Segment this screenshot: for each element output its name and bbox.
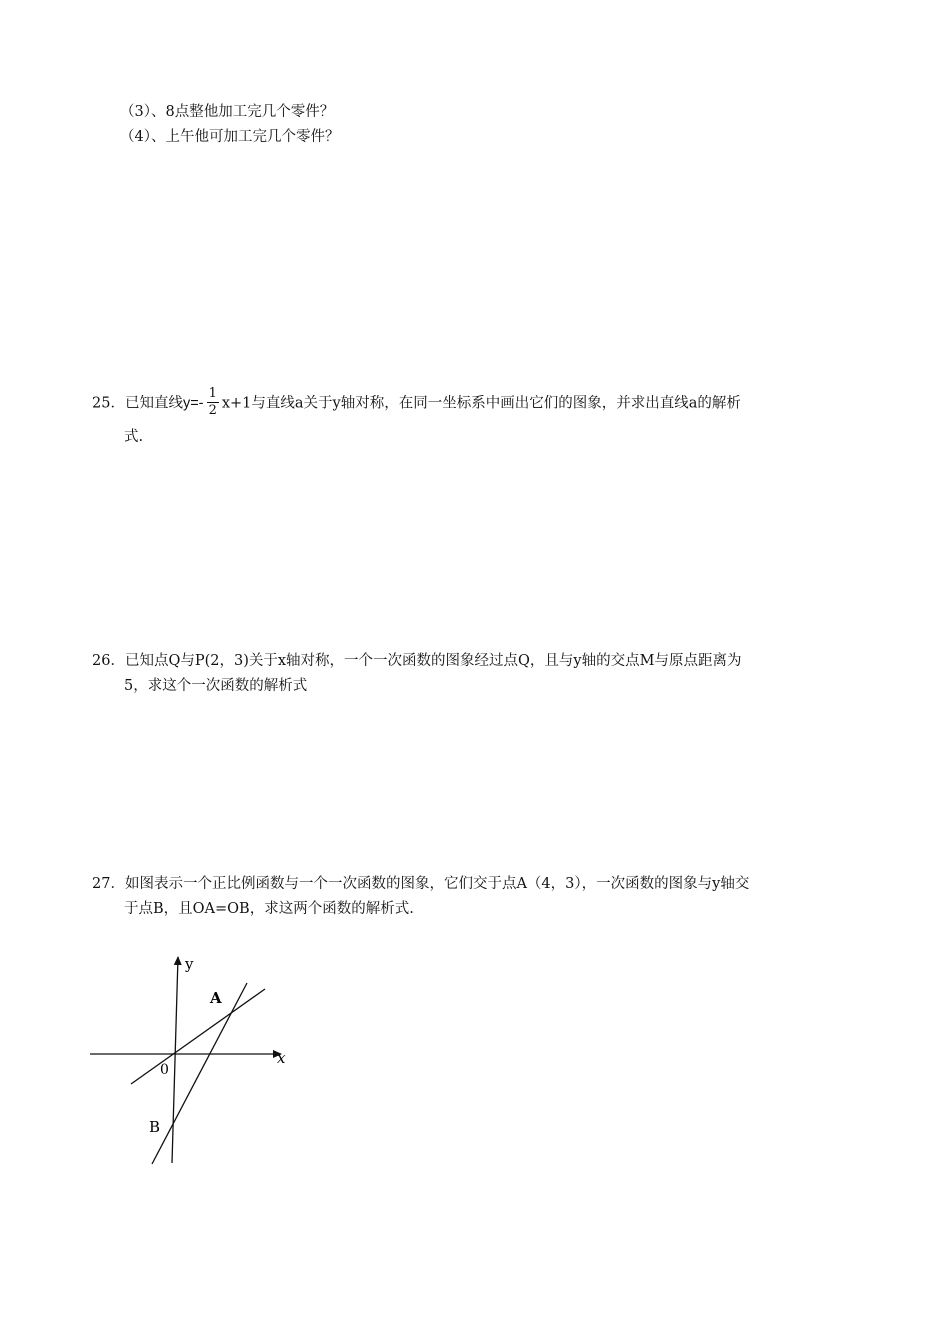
q27-text1: 如图表示一个正比例函数与一个一次函数的图象，它们交于点A（4，3），一次函数的图象与y轴交 [124, 876, 750, 892]
q27-line1 [92, 874, 749, 894]
q25-frac-den: 2 [208, 403, 217, 418]
x-axis-label: x [277, 1049, 286, 1067]
proportional-line [131, 989, 265, 1084]
y-axis-label: y [185, 955, 194, 973]
q25-line2: 式. [124, 429, 144, 445]
y-axis [172, 957, 178, 1163]
q26-number: 26． [92, 653, 125, 669]
q25-minus: - [198, 395, 204, 412]
q25-frac-num: 1 [208, 386, 217, 401]
q24-sub4: （4）、上午他可加工完几个零件？ [120, 129, 340, 145]
q25-fraction [207, 386, 219, 419]
point-b-label: B [149, 1118, 161, 1136]
q27-line2: 于点B，且OA=OB，求这两个函数的解析式. [124, 901, 414, 917]
q25-text-after: x+1与直线a关于y轴对称，在同一坐标系中画出它们的图象，并求出直线a的解析 [221, 395, 741, 412]
q24-sub3: （3）、8点整他加工完几个零件？ [120, 104, 335, 120]
q26-line1 [92, 651, 741, 671]
q27-number: 27． [92, 876, 125, 892]
q25-eq-lhs: y= [182, 395, 199, 412]
point-a-label: A [210, 989, 222, 1007]
q26-line2: 5，求这个一次函数的解析式 [124, 678, 308, 694]
q25-number: 25． [92, 395, 125, 412]
q25-line1 [92, 387, 741, 420]
q26-text1: 已知点Q与P(2，3)关于x轴对称，一个一次函数的图象经过点Q，且与y轴的交点M与原点距离为 [124, 653, 742, 669]
origin-label: 0 [160, 1062, 169, 1078]
q27-figure [85, 945, 295, 1175]
q25-text-before: 已知直线 [124, 395, 183, 412]
